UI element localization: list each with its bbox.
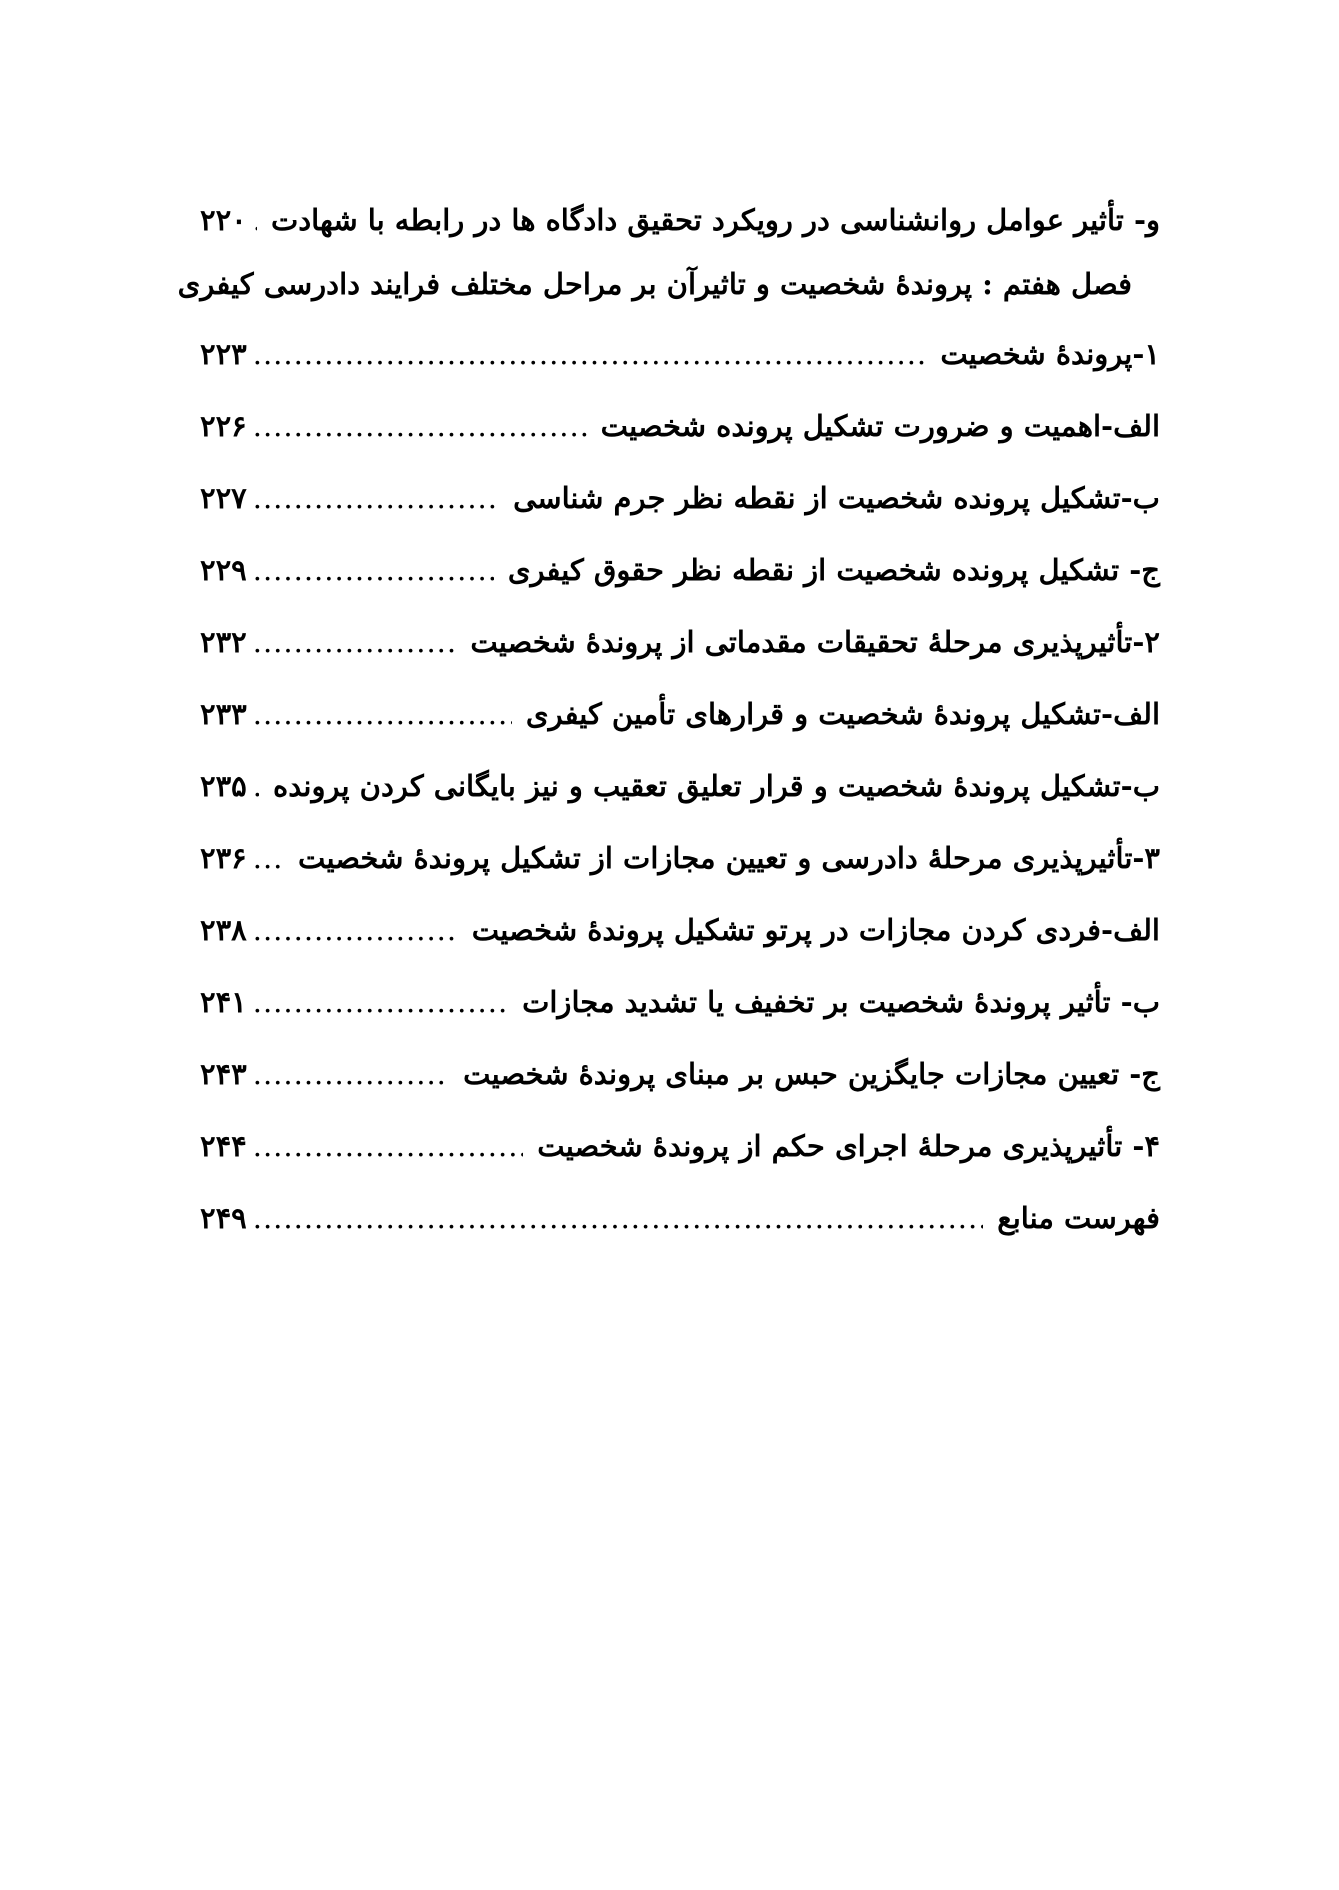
dot-leader <box>253 678 512 750</box>
toc-entry <box>200 318 1160 390</box>
toc-entry-title: و- تأثیر عوامل روانشناسی در رویکرد تحقیق دادگاه ها در رابطه با شهادت <box>270 203 1160 237</box>
dot-leader <box>253 966 508 1038</box>
dot-leader <box>253 462 499 534</box>
toc-entry <box>200 606 1160 678</box>
toc-entry <box>200 966 1160 1038</box>
dot-leader <box>253 1038 449 1110</box>
chapter-title: فصل هفتم : پروندۀ شخصیت و تاثیرآن بر مراحل مختلف فرایند دادرسی کیفری <box>177 267 1132 301</box>
toc-entry <box>200 1182 1160 1254</box>
toc-entry-title: ب- تأثیر پروندۀ شخصیت بر تخفیف یا تشدید مجازات <box>522 985 1160 1019</box>
toc-page-number: ۲۳۶ <box>200 841 247 875</box>
dot-leader <box>253 318 927 390</box>
toc-page-number: ۲۲۹ <box>200 553 247 587</box>
toc-entry-title: ج- تشکیل پرونده شخصیت از نقطه نظر حقوق کیفری <box>507 553 1160 587</box>
toc-entry-title: ب-تشکیل پروندۀ شخصیت و قرار تعلیق تعقیب و نیز بایگانی کردن پرونده <box>273 769 1160 803</box>
toc-page-number: ۲۳۳ <box>200 697 247 731</box>
toc-entry-title: ۳-تأثیرپذیری مرحلۀ دادرسی و تعیین مجازات از تشکیل پروندۀ شخصیت <box>297 841 1160 875</box>
toc-page-number: ۲۴۴ <box>200 1129 247 1163</box>
toc-entry <box>200 190 1160 250</box>
toc-entry-title: ج- تعیین مجازات جایگزین حبس بر مبنای پروندۀ شخصیت <box>463 1057 1160 1091</box>
toc-entry-title: ب-تشکیل پرونده شخصیت از نقطه نظر جرم شناسی <box>513 481 1160 515</box>
toc-page-number: ۲۴۱ <box>200 985 247 1019</box>
toc-entry-title: الف-تشکیل پروندۀ شخصیت و قرارهای تأمین کیفری <box>525 697 1160 731</box>
toc-entry-title: الف-اهمیت و ضرورت تشکیل پرونده شخصیت <box>600 409 1160 443</box>
toc-entry <box>200 894 1160 966</box>
toc-entry <box>200 1038 1160 1110</box>
toc-entry <box>200 822 1160 894</box>
toc-entry-title: الف-فردی کردن مجازات در پرتو تشکیل پروندۀ شخصیت <box>471 913 1160 947</box>
toc-page-number: ۲۳۵ <box>200 769 247 803</box>
dot-leader <box>253 190 257 250</box>
toc-entry-title: ۱-پروندۀ شخصیت <box>940 337 1160 371</box>
chapter-heading <box>177 250 1160 318</box>
dot-leader <box>253 534 494 606</box>
dot-leader <box>253 390 587 462</box>
toc-page-number: ۲۲۰ <box>200 203 247 237</box>
dot-leader <box>253 606 457 678</box>
toc-entry <box>200 678 1160 750</box>
toc-entry-title: ۴- تأثیرپذیری مرحلۀ اجرای حکم از پروندۀ شخصیت <box>537 1129 1160 1163</box>
dot-leader <box>253 750 259 822</box>
toc-page-number: ۲۳۲ <box>200 625 247 659</box>
toc-entry-title: فهرست منابع <box>997 1201 1160 1235</box>
toc-entry <box>200 462 1160 534</box>
toc-entry <box>200 750 1160 822</box>
dot-leader <box>253 1110 524 1182</box>
dot-leader <box>253 1182 984 1254</box>
dot-leader <box>253 894 458 966</box>
toc-entry <box>200 1110 1160 1182</box>
toc-entry-title: ۲-تأثیرپذیری مرحلۀ تحقیقات مقدماتی از پروندۀ شخصیت <box>470 625 1160 659</box>
toc-entry <box>200 390 1160 462</box>
toc-page-number: ۲۴۹ <box>200 1201 247 1235</box>
dot-leader <box>253 822 284 894</box>
toc-page-number: ۲۳۸ <box>200 913 247 947</box>
toc-page-number: ۲۲۷ <box>200 481 247 515</box>
toc-page-number: ۲۲۶ <box>200 409 247 443</box>
toc-entry <box>200 534 1160 606</box>
table-of-contents <box>177 190 1160 1254</box>
toc-page-number: ۲۲۳ <box>200 337 247 371</box>
toc-page-number: ۲۴۳ <box>200 1057 247 1091</box>
